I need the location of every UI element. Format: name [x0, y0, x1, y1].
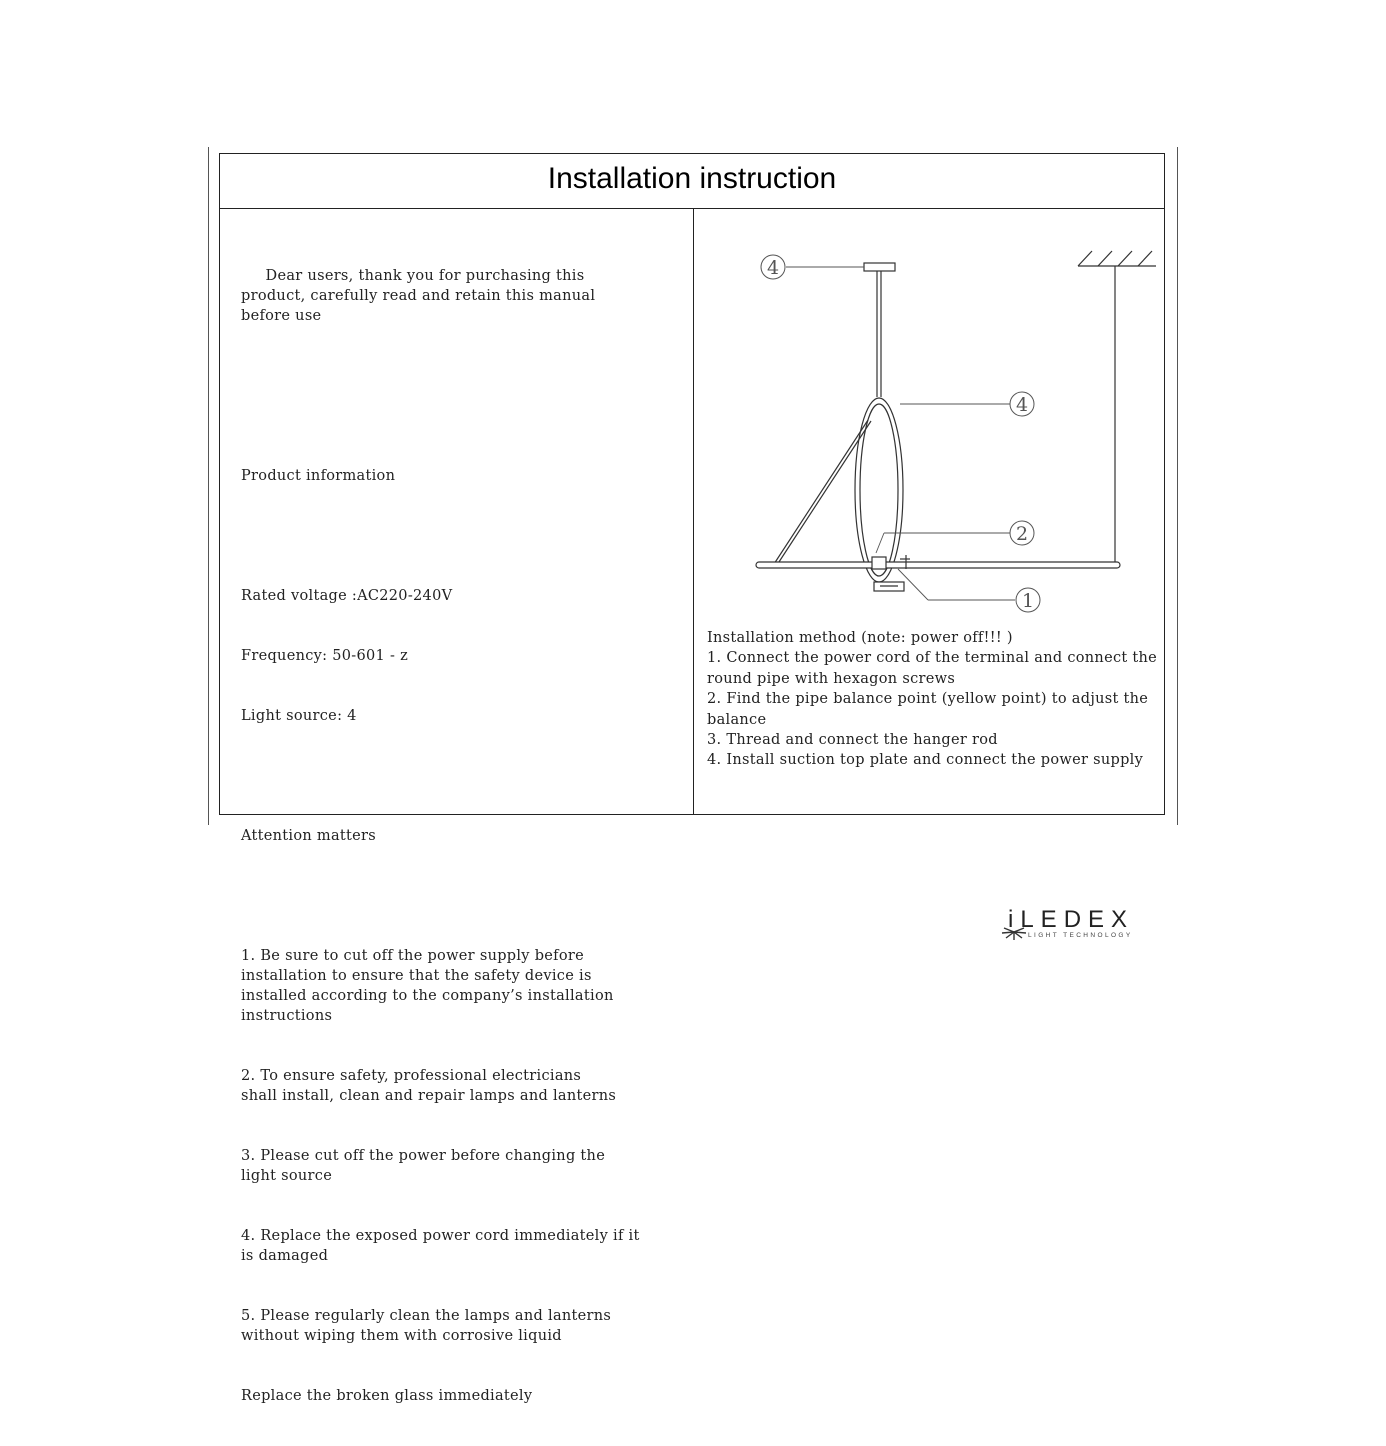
- right-column: [707, 628, 1167, 771]
- title-row: [220, 154, 1164, 209]
- method-step: 4. Install suction top plate and connect the power supply: [707, 752, 1144, 769]
- light-source: Light source: 4: [241, 708, 357, 724]
- left-column: [241, 226, 686, 1446]
- left-margin-line: [208, 147, 209, 825]
- round-pipe: [756, 562, 1120, 568]
- callout-number: 2: [1015, 523, 1029, 545]
- method-heading: Installation method (note: power off!!! ): [707, 630, 1013, 646]
- attention-item: 1. Be sure to cut off the power supply before installation to ensure that the safety device is installed according to the company’s installation instructions: [241, 948, 614, 1024]
- diagonal-wire: [774, 420, 871, 565]
- leader-lines: [786, 267, 1015, 600]
- frequency: Frequency: 50-601 - z: [241, 648, 409, 664]
- callout-number: 4: [1015, 394, 1029, 416]
- attention-heading: Attention matters: [241, 828, 377, 844]
- intro-text: Dear users, thank you for purchasing this product, carefully read and retain this manual before use: [241, 268, 596, 324]
- installation-diagram: [694, 209, 1166, 619]
- rated-voltage: Rated voltage :AC220-240V: [241, 588, 453, 604]
- hanger-rod: [877, 271, 881, 397]
- callout-number: 1: [1021, 590, 1035, 612]
- product-info-heading: Product information: [241, 468, 396, 484]
- brand-name: iLEDEX: [1008, 906, 1135, 933]
- method-step: 1. Connect the power cord of the terminal and connect the round pipe with hexagon screws: [707, 650, 1158, 687]
- ceiling-plate: [864, 263, 895, 271]
- ring-lamp: [855, 398, 903, 582]
- method-step: 2. Find the pipe balance point (yellow point) to adjust the balance: [707, 691, 1149, 728]
- attention-item: 3. Please cut off the power before changing the light source: [241, 1148, 606, 1184]
- attention-item: 2. To ensure safety, professional electricians shall install, clean and repair lamps and lanterns: [241, 1068, 617, 1104]
- attention-item: 4. Replace the exposed power cord immediately if it is damaged: [241, 1228, 640, 1264]
- attention-item: Replace the broken glass immediately: [241, 1388, 533, 1404]
- hatch-marks: [1078, 251, 1156, 566]
- brand-tagline: LIGHT TECHNOLOGY: [1028, 932, 1133, 939]
- callout-number: 4: [766, 257, 780, 279]
- terminal: [872, 555, 910, 591]
- method-step: 3. Thread and connect the hanger rod: [707, 732, 998, 749]
- brand-logo: [996, 906, 1156, 946]
- page-title: Installation instruction: [547, 162, 837, 195]
- attention-item: 5. Please regularly clean the lamps and lanterns without wiping them with corrosive liquid: [241, 1308, 612, 1344]
- right-margin-line: [1177, 147, 1178, 825]
